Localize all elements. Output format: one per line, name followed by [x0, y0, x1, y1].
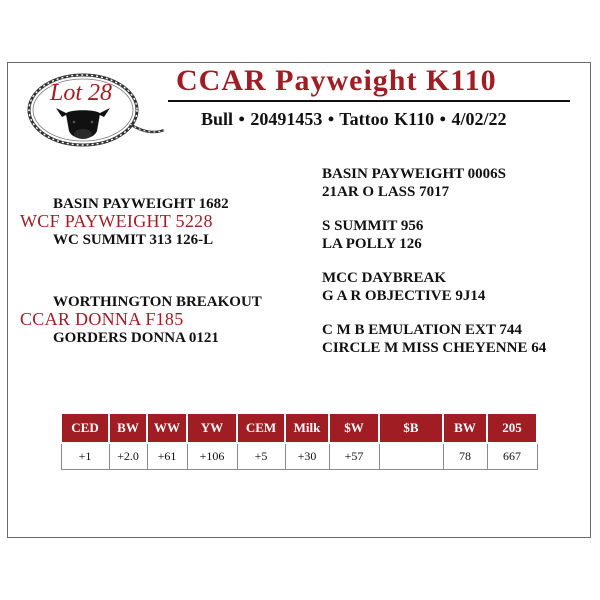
epd-table: [60, 412, 538, 470]
animal-title: CCAR Payweight K110: [176, 64, 497, 97]
ped-sire-dam-dam: LA POLLY 126: [322, 236, 422, 252]
animal-registration-line: Bull • 20491453 • Tattoo K110 • 4/02/22: [201, 109, 507, 129]
epd-header-205: 205: [487, 413, 537, 443]
epd-header-ced: CED: [61, 413, 109, 443]
epd-header-actual-bw: BW: [443, 413, 487, 443]
epd-value-yw: +106: [187, 443, 237, 470]
epd-value-ced: +1: [61, 443, 109, 470]
ped-sire-sire-sire: BASIN PAYWEIGHT 0006S: [322, 166, 506, 182]
epd-header-cem: CEM: [237, 413, 285, 443]
epd-value-cem: +5: [237, 443, 285, 470]
epd-values-row: [61, 443, 537, 470]
epd-value-bw: +2.0: [109, 443, 147, 470]
ped-dam: CCAR DONNA F185: [20, 309, 184, 329]
ped-dam-dam-sire: C M B EMULATION EXT 744: [322, 322, 522, 338]
title-divider: [168, 100, 570, 102]
bull-head-icon: [56, 108, 110, 139]
epd-header-dollar-b: $B: [379, 413, 443, 443]
ped-sire-dam: WC SUMMIT 313 126-L: [53, 232, 214, 248]
ped-dam-sire: WORTHINGTON BREAKOUT: [53, 294, 262, 310]
ped-sire-dam-sire: S SUMMIT 956: [322, 218, 424, 234]
ped-dam-sire-sire: MCC DAYBREAK: [322, 270, 447, 286]
epd-header-ww: WW: [147, 413, 187, 443]
epd-value-205: 667: [487, 443, 537, 470]
epd-header-milk: Milk: [285, 413, 329, 443]
epd-value-milk: +30: [285, 443, 329, 470]
epd-value-dollar-b: [379, 443, 443, 470]
ped-dam-dam: GORDERS DONNA 0121: [53, 330, 219, 346]
epd-header-dollar-w: $W: [329, 413, 379, 443]
ped-sire-sire: BASIN PAYWEIGHT 1682: [53, 196, 229, 212]
ped-dam-sire-dam: G A R OBJECTIVE 9J14: [322, 288, 486, 304]
epd-header-bw: BW: [109, 413, 147, 443]
epd-value-dollar-w: +57: [329, 443, 379, 470]
epd-header-yw: YW: [187, 413, 237, 443]
epd-value-ww: +61: [147, 443, 187, 470]
ped-sire: WCF PAYWEIGHT 5228: [20, 211, 213, 231]
lot-number: Lot 28: [49, 80, 112, 106]
ped-dam-dam-dam: CIRCLE M MISS CHEYENNE 64: [322, 340, 547, 356]
epd-header-row: [61, 413, 537, 443]
epd-value-actual-bw: 78: [443, 443, 487, 470]
ped-sire-sire-dam: 21AR O LASS 7017: [322, 184, 450, 200]
